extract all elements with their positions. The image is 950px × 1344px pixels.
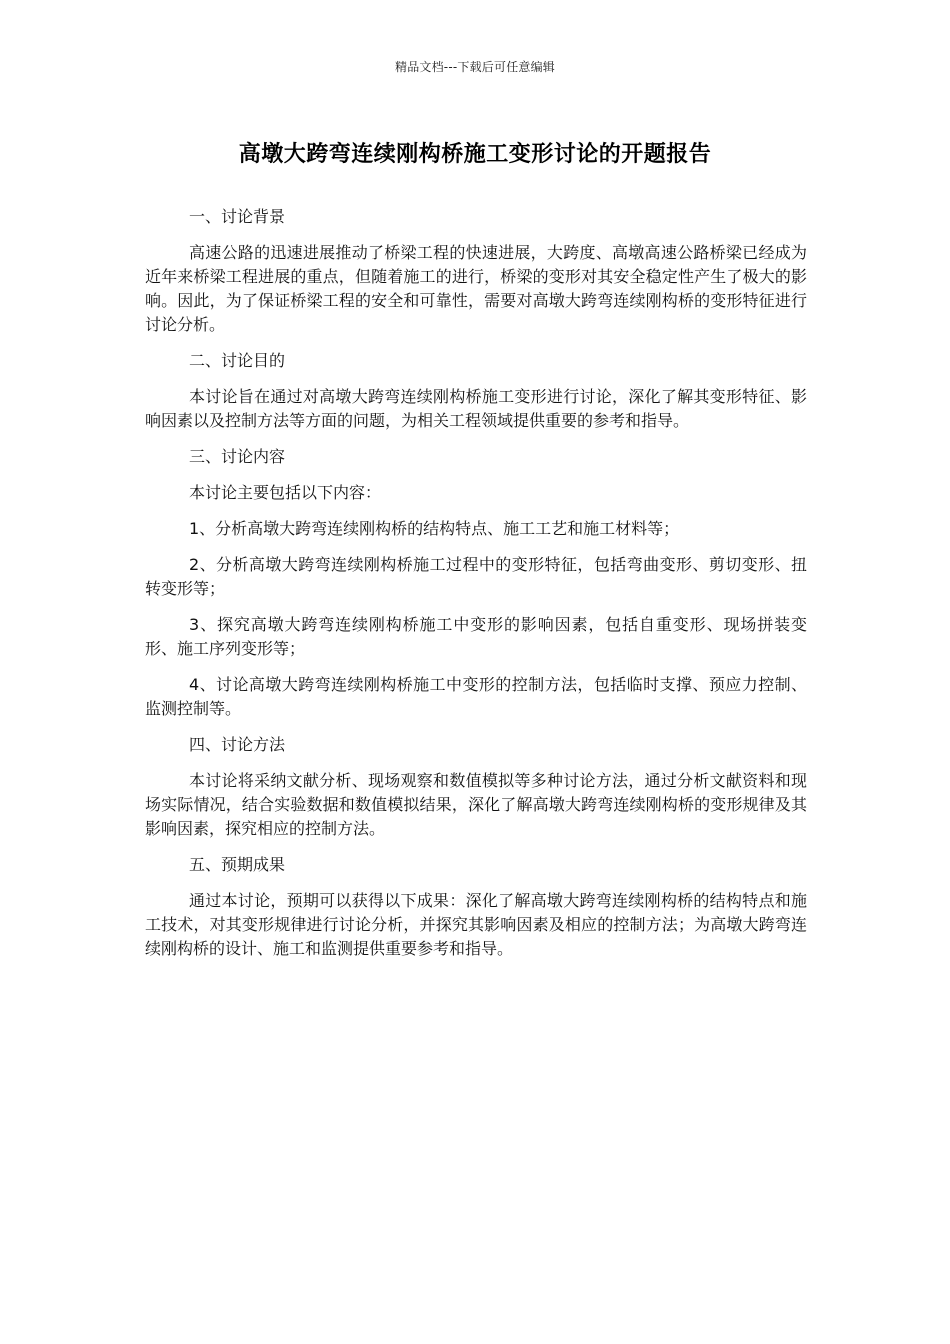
section-heading: 三、讨论内容: [189, 447, 286, 466]
list-item: 2、分析高墩大跨弯连续刚构桥施工过程中的变形特征，包括弯曲变形、剪切变形、扭转变形等；: [145, 555, 807, 598]
section-heading: 四、讨论方法: [189, 735, 286, 754]
document-title: 高墩大跨弯连续刚构桥施工变形讨论的开题报告: [238, 142, 712, 167]
paragraph: 本讨论旨在通过对高墩大跨弯连续刚构桥施工变形进行讨论，深化了解其变形特征、影响因素以及控制方法等方面的问题，为相关工程领域提供重要的参考和指导。: [145, 387, 807, 430]
paragraph: 本讨论将采纳文献分析、现场观察和数值模拟等多种讨论方法，通过分析文献资料和现场实际情况，结合实验数据和数值模拟结果，深化了解高墩大跨弯连续刚构桥的变形规律及其影响因素，探究相应的控制方法。: [145, 771, 807, 838]
paragraph: 高速公路的迅速进展推动了桥梁工程的快速进展，大跨度、高墩高速公路桥梁已经成为近年来桥梁工程进展的重点，但随着施工的进行，桥梁的变形对其安全稳定性产生了极大的影响。因此，为了保证桥梁工程的安全和可靠性，需要对高墩大跨弯连续刚构桥的变形特征进行讨论分析。: [145, 243, 807, 334]
page-header: 精品文档---下载后可任意编辑: [395, 60, 555, 74]
section-method: [145, 733, 807, 841]
list-item: 4、讨论高墩大跨弯连续刚构桥施工中变形的控制方法，包括临时支撑、预应力控制、监测控制等。: [145, 675, 807, 718]
section-purpose: [145, 349, 807, 433]
list-item: 1、分析高墩大跨弯连续刚构桥的结构特点、施工工艺和施工材料等；: [189, 519, 680, 538]
section-heading: 五、预期成果: [189, 855, 286, 874]
section-heading: 一、讨论背景: [189, 207, 286, 226]
document-body: [145, 205, 807, 973]
section-expected-results: [145, 853, 807, 961]
paragraph: 本讨论主要包括以下内容：: [189, 483, 382, 502]
section-content: [145, 445, 807, 721]
section-heading: 二、讨论目的: [189, 351, 286, 370]
paragraph: 通过本讨论，预期可以获得以下成果：深化了解高墩大跨弯连续刚构桥的结构特点和施工技术，对其变形规律进行讨论分析，并探究其影响因素及相应的控制方法；为高墩大跨弯连续刚构桥的设计、施工和监测提供重要参考和指导。: [145, 891, 807, 958]
list-item: 3、探究高墩大跨弯连续刚构桥施工中变形的影响因素，包括自重变形、现场拼装变形、施工序列变形等；: [145, 615, 807, 658]
section-background: [145, 205, 807, 337]
